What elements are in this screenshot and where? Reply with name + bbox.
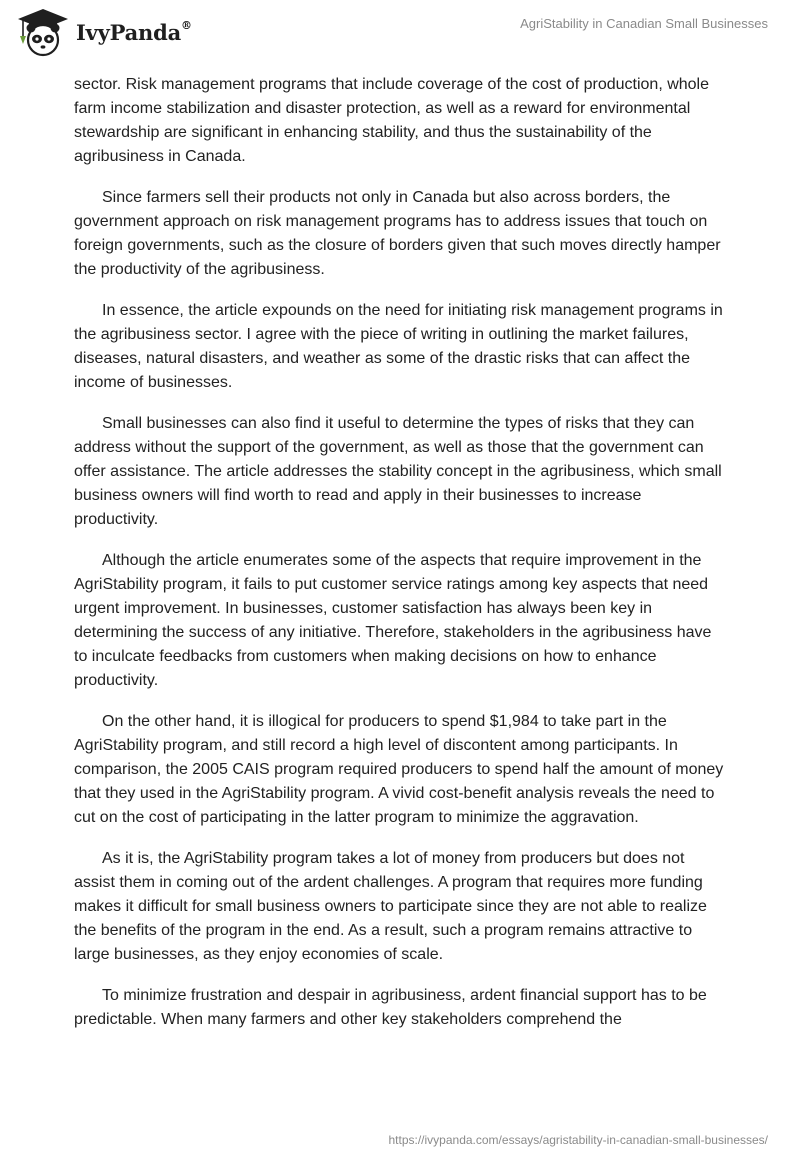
panda-graduate-icon	[14, 6, 72, 58]
paragraph: As it is, the AgriStability program takes a lot of money from producers but does not assist them in coming out of the ardent challenges. A program that requires more funding makes it difficult for small business owners to participate since they are not able to realize the benefits of the program in the end. As a result, such a program remains attractive to large businesses, as they enjoy economies of scale.	[74, 850, 707, 963]
paragraph: sector. Risk management programs that include coverage of the cost of production, whole farm income stabilization and disaster protection, as well as a reward for environmental stewardship are significant in enhancing stability, and thus the sustainability of the agribusiness in Canada.	[74, 76, 710, 165]
paragraph: Although the article enumerates some of the aspects that require improvement in the AgriStability program, it fails to put customer service ratings among key aspects that need urgent improvement. In businesses, customer satisfaction has always been key in determining the success of any initiative. Therefore, stakeholders in the agribusiness have to inculcate feedbacks from customers when making decisions on how to enhance productivity.	[74, 552, 712, 689]
paragraph: On the other hand, it is illogical for producers to spend $1,984 to take part in the AgriStability program, and still record a high level of discontent among participants. In comparison, the 2005 CAIS program required producers to spend half the amount of money that they used in the AgriStability program. A vivid cost-benefit analysis reveals the need to cut on the cost of participating in the latter program to minimize the aggravation.	[74, 713, 724, 826]
essay-body	[74, 73, 724, 1049]
brand-name: IvyPanda®	[76, 19, 192, 45]
page-header	[0, 0, 800, 64]
paragraph: Since farmers sell their products not only in Canada but also across borders, the government approach on risk management programs has to address issues that touch on foreign governments, such as the closure of borders given that such moves directly hamper the productivity of the agribusiness.	[74, 189, 721, 278]
paragraph: Small businesses can also find it useful to determine the types of risks that they can address without the support of the government, as well as those that the government can offer assistance. The article addresses the stability concept in the agribusiness, which small business owners will find worth to read and apply in their businesses to increase productivity.	[74, 415, 722, 528]
source-url-link[interactable]: https://ivypanda.com/essays/agristability-in-canadian-small-businesses/	[388, 1133, 768, 1147]
document-title: AgriStability in Canadian Small Businesses	[520, 16, 768, 31]
paragraph: To minimize frustration and despair in agribusiness, ardent financial support has to be predictable. When many farmers and other key stakeholders comprehend the	[74, 987, 707, 1028]
paragraph: In essence, the article expounds on the need for initiating risk management programs in the agribusiness sector. I agree with the piece of writing in outlining the market failures, diseases, natural disasters, and weather as some of the drastic risks that can affect the income of businesses.	[74, 302, 723, 391]
ivypanda-logo[interactable]	[14, 6, 204, 58]
